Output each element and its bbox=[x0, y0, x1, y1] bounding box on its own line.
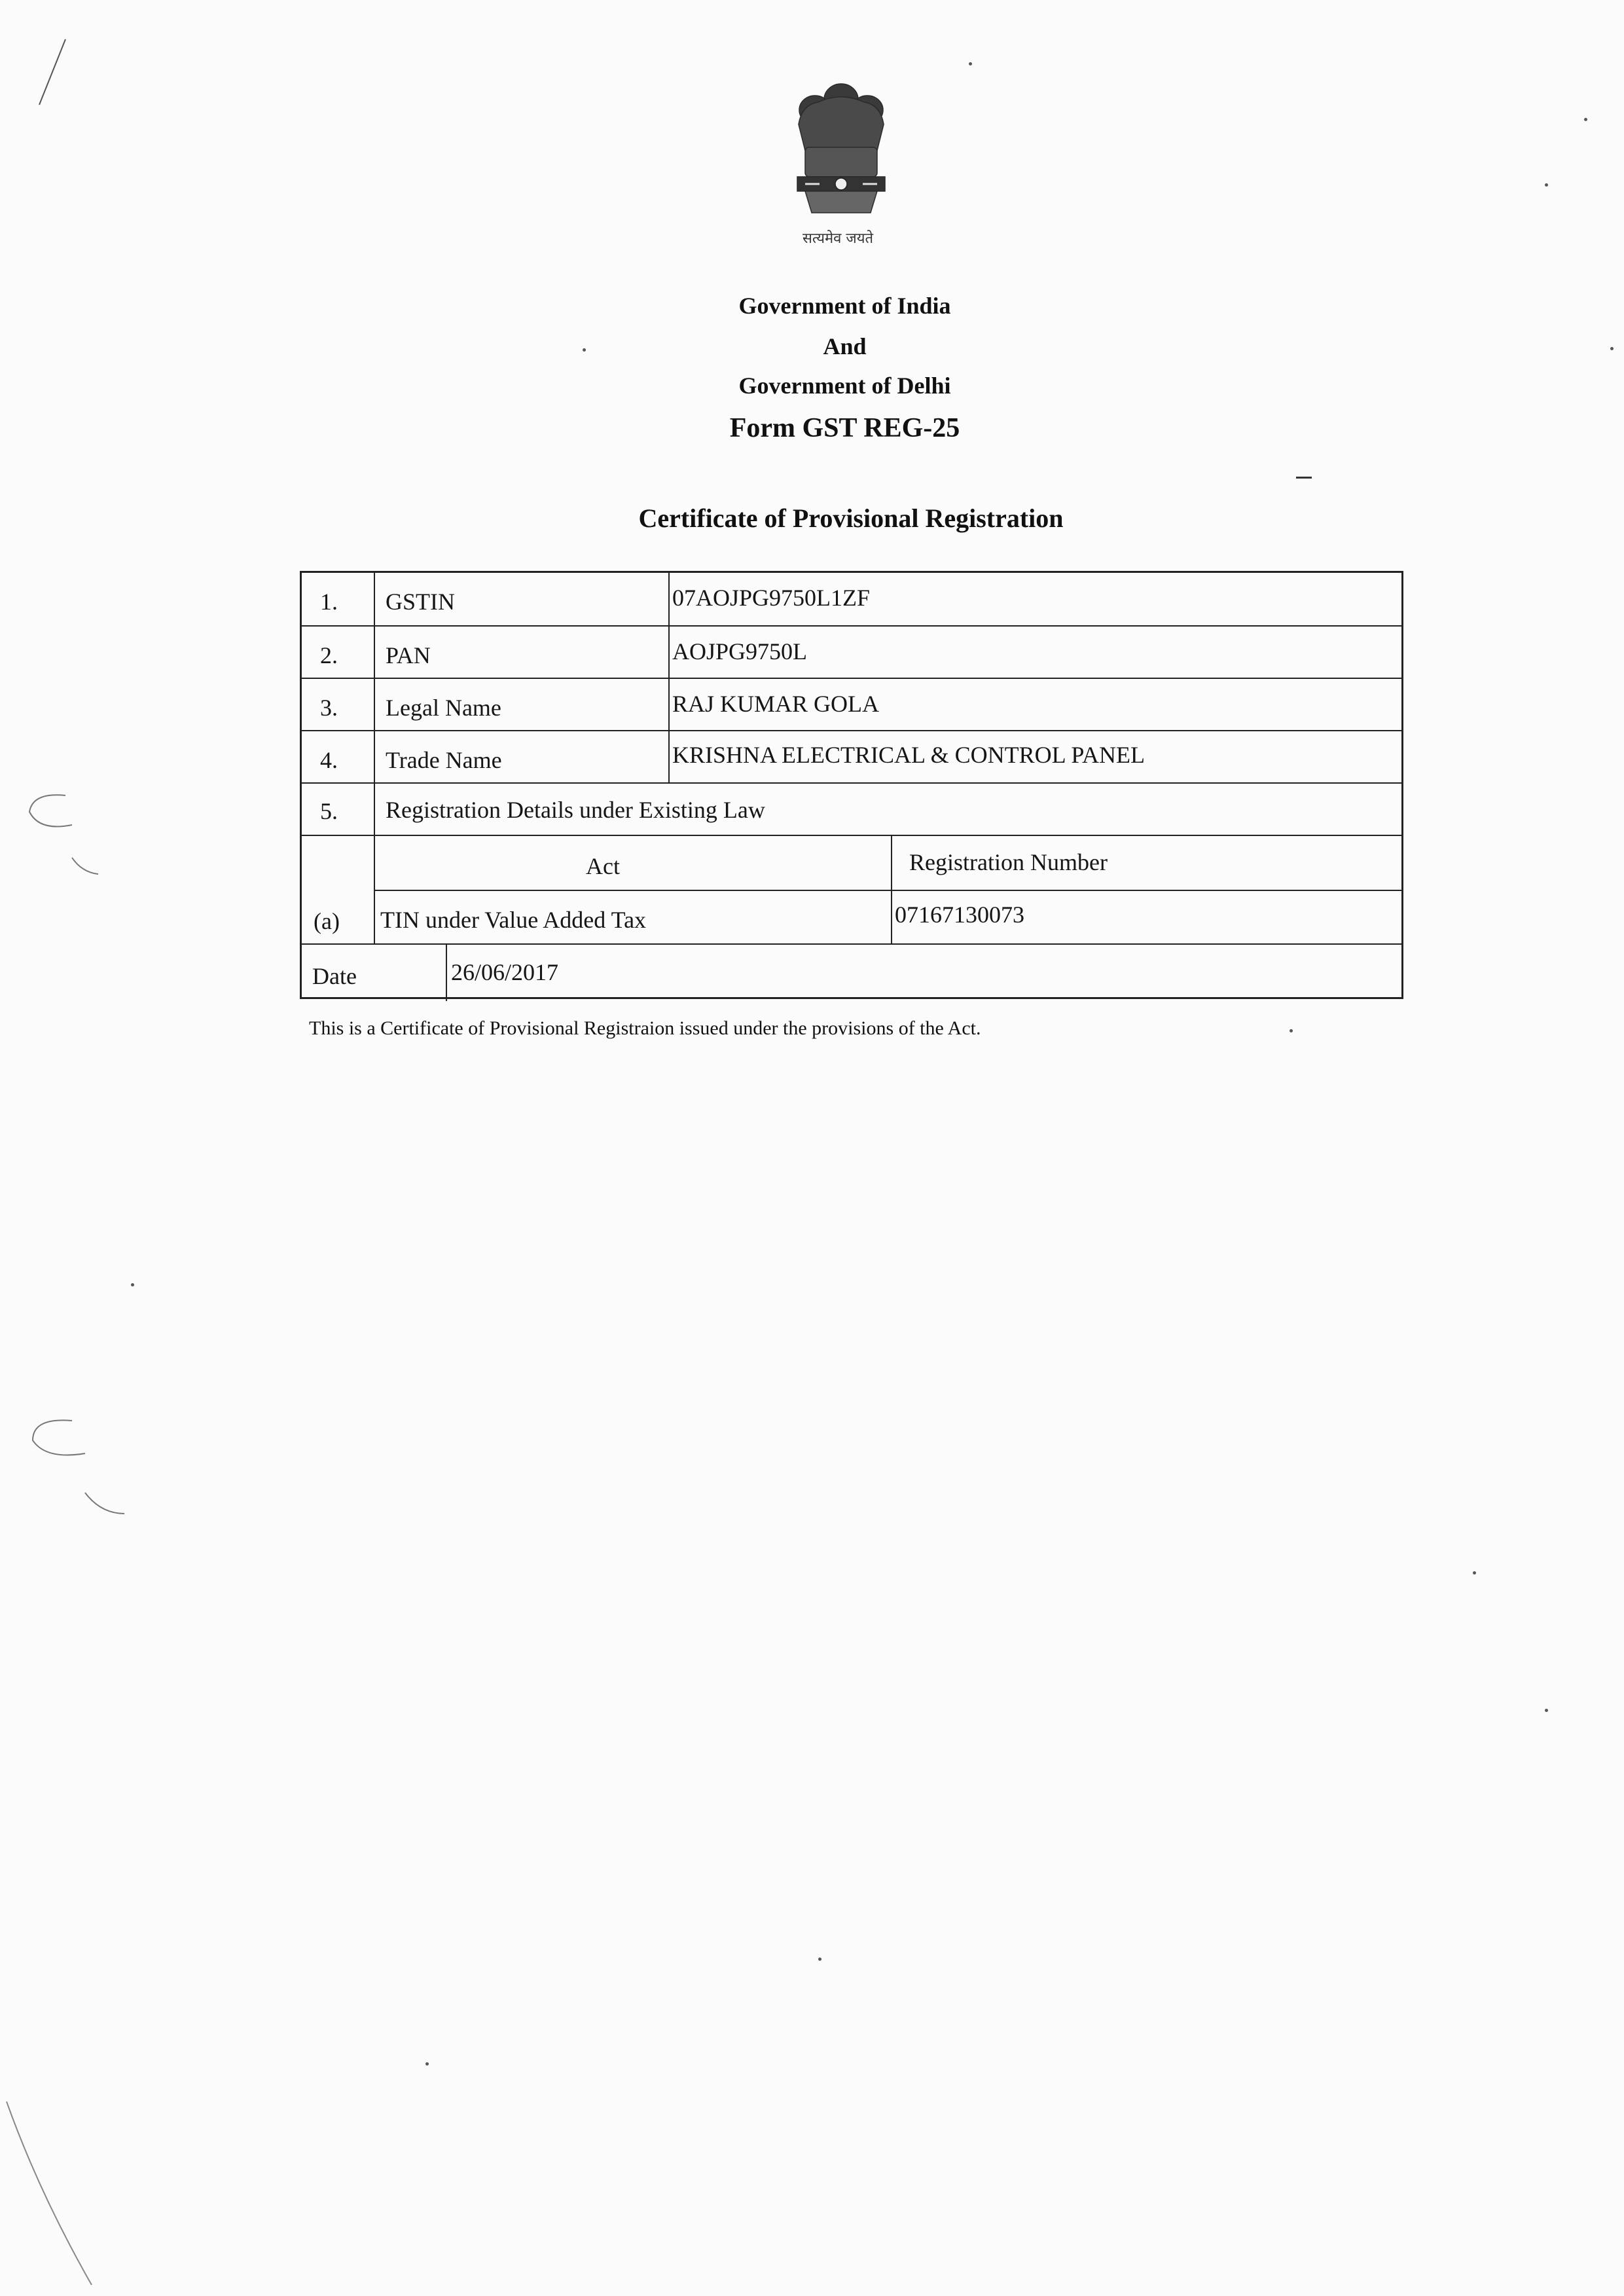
date-value: 26/06/2017 bbox=[451, 959, 559, 985]
footnote: This is a Certificate of Provisional Registraion issued under the provisions of the Act. bbox=[309, 1017, 981, 1039]
scan-speck bbox=[1584, 118, 1587, 121]
hole-punch-mark bbox=[20, 786, 98, 884]
gstin-label: GSTIN bbox=[386, 589, 455, 615]
scan-dash bbox=[1296, 477, 1312, 479]
col-divider bbox=[446, 943, 447, 1001]
trade-name-value: KRISHNA ELECTRICAL & CONTROL PANEL bbox=[672, 742, 1146, 768]
scan-speck bbox=[131, 1283, 134, 1286]
hole-punch-mark bbox=[20, 1408, 124, 1525]
row-divider bbox=[302, 943, 1401, 945]
certificate-title: Certificate of Provisional Registration bbox=[638, 503, 1064, 533]
tin-registration-number: 07167130073 bbox=[895, 902, 1024, 928]
row-number: 2. bbox=[320, 642, 338, 668]
row-divider bbox=[302, 782, 1401, 784]
row-divider bbox=[374, 890, 1401, 891]
row-divider bbox=[302, 730, 1401, 731]
trade-name-label: Trade Name bbox=[386, 747, 502, 773]
col-divider bbox=[891, 835, 892, 943]
form-number: Form GST REG-25 bbox=[729, 413, 960, 443]
row-number: 3. bbox=[320, 695, 338, 721]
national-emblem-icon bbox=[779, 79, 903, 229]
date-label: Date bbox=[312, 963, 357, 989]
item-number: (a) bbox=[314, 908, 340, 934]
row-number: 1. bbox=[320, 589, 338, 615]
scan-speck bbox=[583, 348, 586, 352]
pan-value: AOJPG9750L bbox=[672, 638, 808, 665]
existing-law-label: Registration Details under Existing Law bbox=[386, 797, 765, 823]
header-government-of-delhi: Government of Delhi bbox=[738, 373, 951, 399]
col-divider bbox=[374, 573, 375, 943]
legal-name-label: Legal Name bbox=[386, 695, 501, 721]
scan-speck bbox=[1473, 1571, 1476, 1575]
act-column-header: Act bbox=[586, 853, 620, 879]
scan-speck bbox=[1610, 347, 1614, 350]
gstin-value: 07AOJPG9750L1ZF bbox=[672, 585, 871, 611]
emblem-motto: सत्यमेव जयते bbox=[802, 230, 874, 247]
scan-mark bbox=[0, 2095, 105, 2291]
pan-label: PAN bbox=[386, 642, 431, 668]
row-divider bbox=[302, 678, 1401, 679]
scan-speck bbox=[969, 62, 972, 65]
registration-number-column-header: Registration Number bbox=[909, 849, 1108, 875]
scan-speck bbox=[1290, 1029, 1293, 1032]
legal-name-value: RAJ KUMAR GOLA bbox=[672, 691, 880, 717]
row-number: 4. bbox=[320, 747, 338, 773]
row-divider bbox=[302, 625, 1401, 627]
tin-act-label: TIN under Value Added Tax bbox=[380, 907, 647, 933]
row-divider bbox=[302, 835, 1401, 836]
scan-speck bbox=[1545, 183, 1548, 187]
scan-speck bbox=[818, 1958, 821, 1961]
scan-speck bbox=[425, 2062, 429, 2066]
col-divider bbox=[668, 573, 670, 782]
header-government-of-india: Government of India bbox=[738, 293, 951, 319]
scan-mark bbox=[26, 33, 79, 111]
scan-speck bbox=[1545, 1709, 1548, 1712]
registration-table bbox=[300, 571, 1403, 999]
row-number: 5. bbox=[320, 798, 338, 824]
header-and: And bbox=[823, 333, 867, 359]
